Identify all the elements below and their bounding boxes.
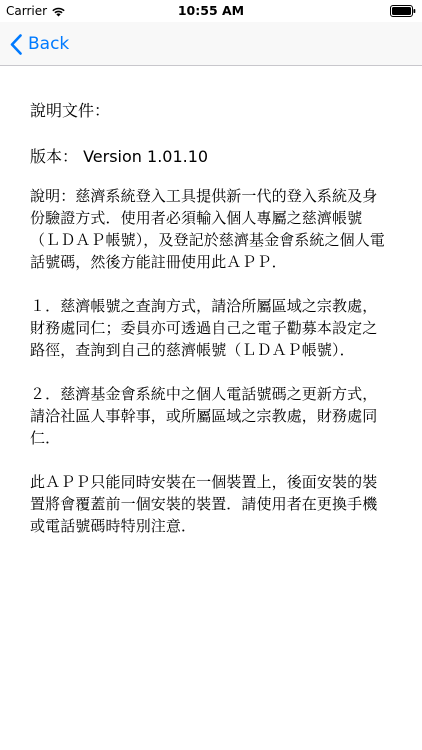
back-button[interactable] bbox=[10, 22, 69, 66]
navigation-bar bbox=[0, 22, 422, 66]
document-content bbox=[0, 66, 422, 750]
chevron-left-icon bbox=[10, 34, 22, 55]
paragraph-account-query: １．慈濟帳號之查詢方式，請洽所屬區域之宗教處，財務處同仁；委員亦可透過自己之電子勸募本設定之路徑，查詢到自己的慈濟帳號（ＬＤＡＰ帳號）． bbox=[30, 297, 378, 359]
status-bar bbox=[0, 0, 422, 22]
carrier-label: Carrier bbox=[6, 4, 48, 18]
paragraph-device-note: 此ＡＰＰ只能同時安裝在一個裝置上，後面安裝的裝置將會覆蓋前一個安裝的裝置．請使用者在更換手機或電話號碼時特別注意． bbox=[30, 473, 378, 535]
paragraph-intro: 說明：慈濟系統登入工具提供新一代的登入系統及身份驗證方式．使用者必須輸入個人專屬之慈濟帳號（ＬＤＡＰ帳號），及登記於慈濟基金會系統之個人電話號碼，然後方能註冊使用此ＡＰＰ． bbox=[30, 187, 385, 271]
paragraph-phone-update: ２．慈濟基金會系統中之個人電話號碼之更新方式，請洽社區人事幹事，或所屬區域之宗教處，財務處同仁． bbox=[30, 385, 378, 447]
battery-icon bbox=[390, 5, 416, 17]
page-title: 說明文件： bbox=[30, 101, 111, 120]
back-label: Back bbox=[28, 34, 70, 54]
status-time: 10:55 AM bbox=[177, 3, 245, 18]
version-text: 版本： Version 1.01.10 bbox=[30, 147, 209, 166]
